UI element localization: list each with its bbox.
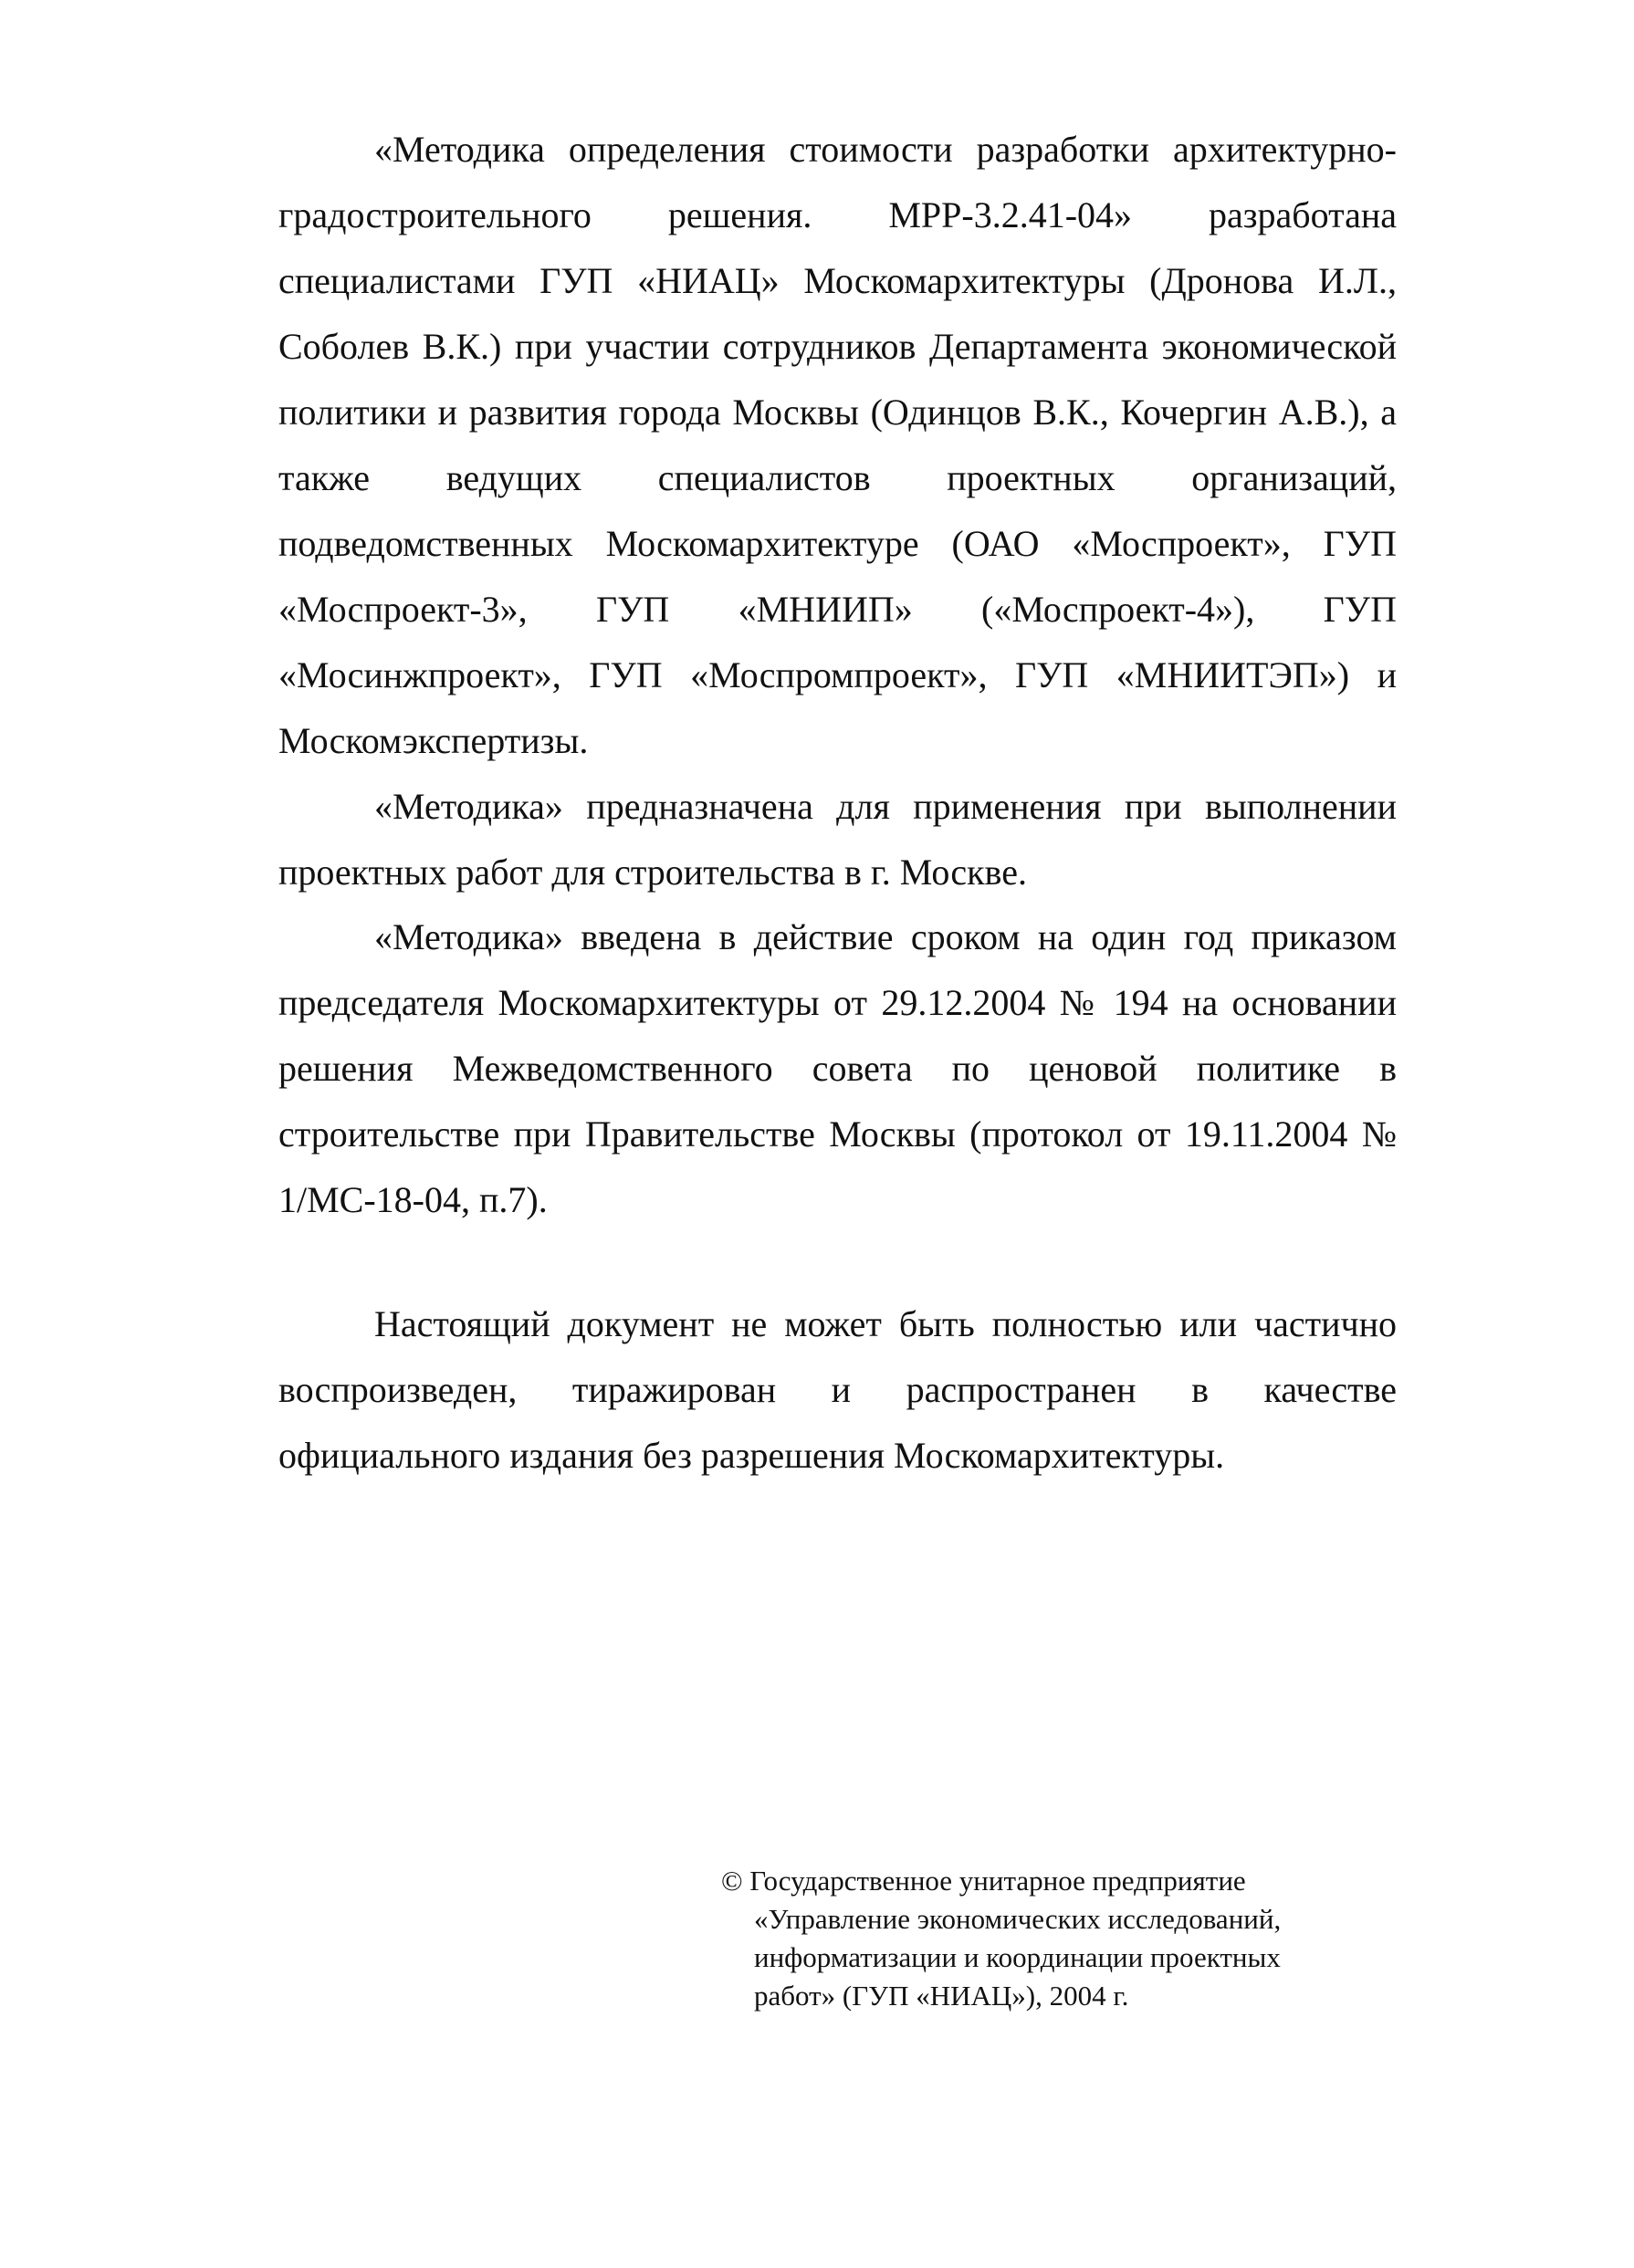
copy-restriction-notice: Настоящий документ не может быть полностью или частично воспроизведен, тиражирован и распространен в качестве официального издания без разрешения Москомархитектуры.	[278, 1303, 1397, 1476]
copyright-line: работ» (ГУП «НИАЦ»), 2004 г.	[754, 1980, 1129, 2012]
purpose-paragraph: «Методика» предназначена для применения при выполнении проектных работ для строительства в г. Москве.	[278, 786, 1397, 893]
copyright-line: © Государственное унитарное предприятие	[721, 1865, 1246, 1897]
copyright-block	[721, 1862, 1406, 2015]
enactment-paragraph: «Методика» введена в действие сроком на один год приказом председателя Москомархитектуры от 29.12.2004 № 194 на основании решения Межведомственного совета по ценовой политике в строительстве при Правительстве Москвы (протокол от 19.11.2004 № 1/МС-18-04, п.7).	[278, 916, 1397, 1220]
copyright-line: «Управление экономических исследований,	[754, 1903, 1282, 1935]
copyright-line: информатизации и координации проектных	[754, 1941, 1281, 1973]
authors-paragraph: «Методика определения стоимости разработки архитектурно-градостроительного решения. МРР-3.2.41-04» разработана специалистами ГУП «НИАЦ» Москомархитектуры (Дронова И.Л., Соболев В.К.) при участии сотрудников Департамента экономической политики и развития города Москвы (Одинцов В.К., Кочергин А.В.), а также ведущих специалистов проектных организаций, подведомственных Москомархитектуре (ОАО «Моспроект», ГУП «Моспроект-3», ГУП «МНИИП» («Моспроект-4»), ГУП «Мосинжпроект», ГУП «Моспромпроект», ГУП «МНИИТЭП») и Москомэкспертизы.	[278, 129, 1397, 761]
